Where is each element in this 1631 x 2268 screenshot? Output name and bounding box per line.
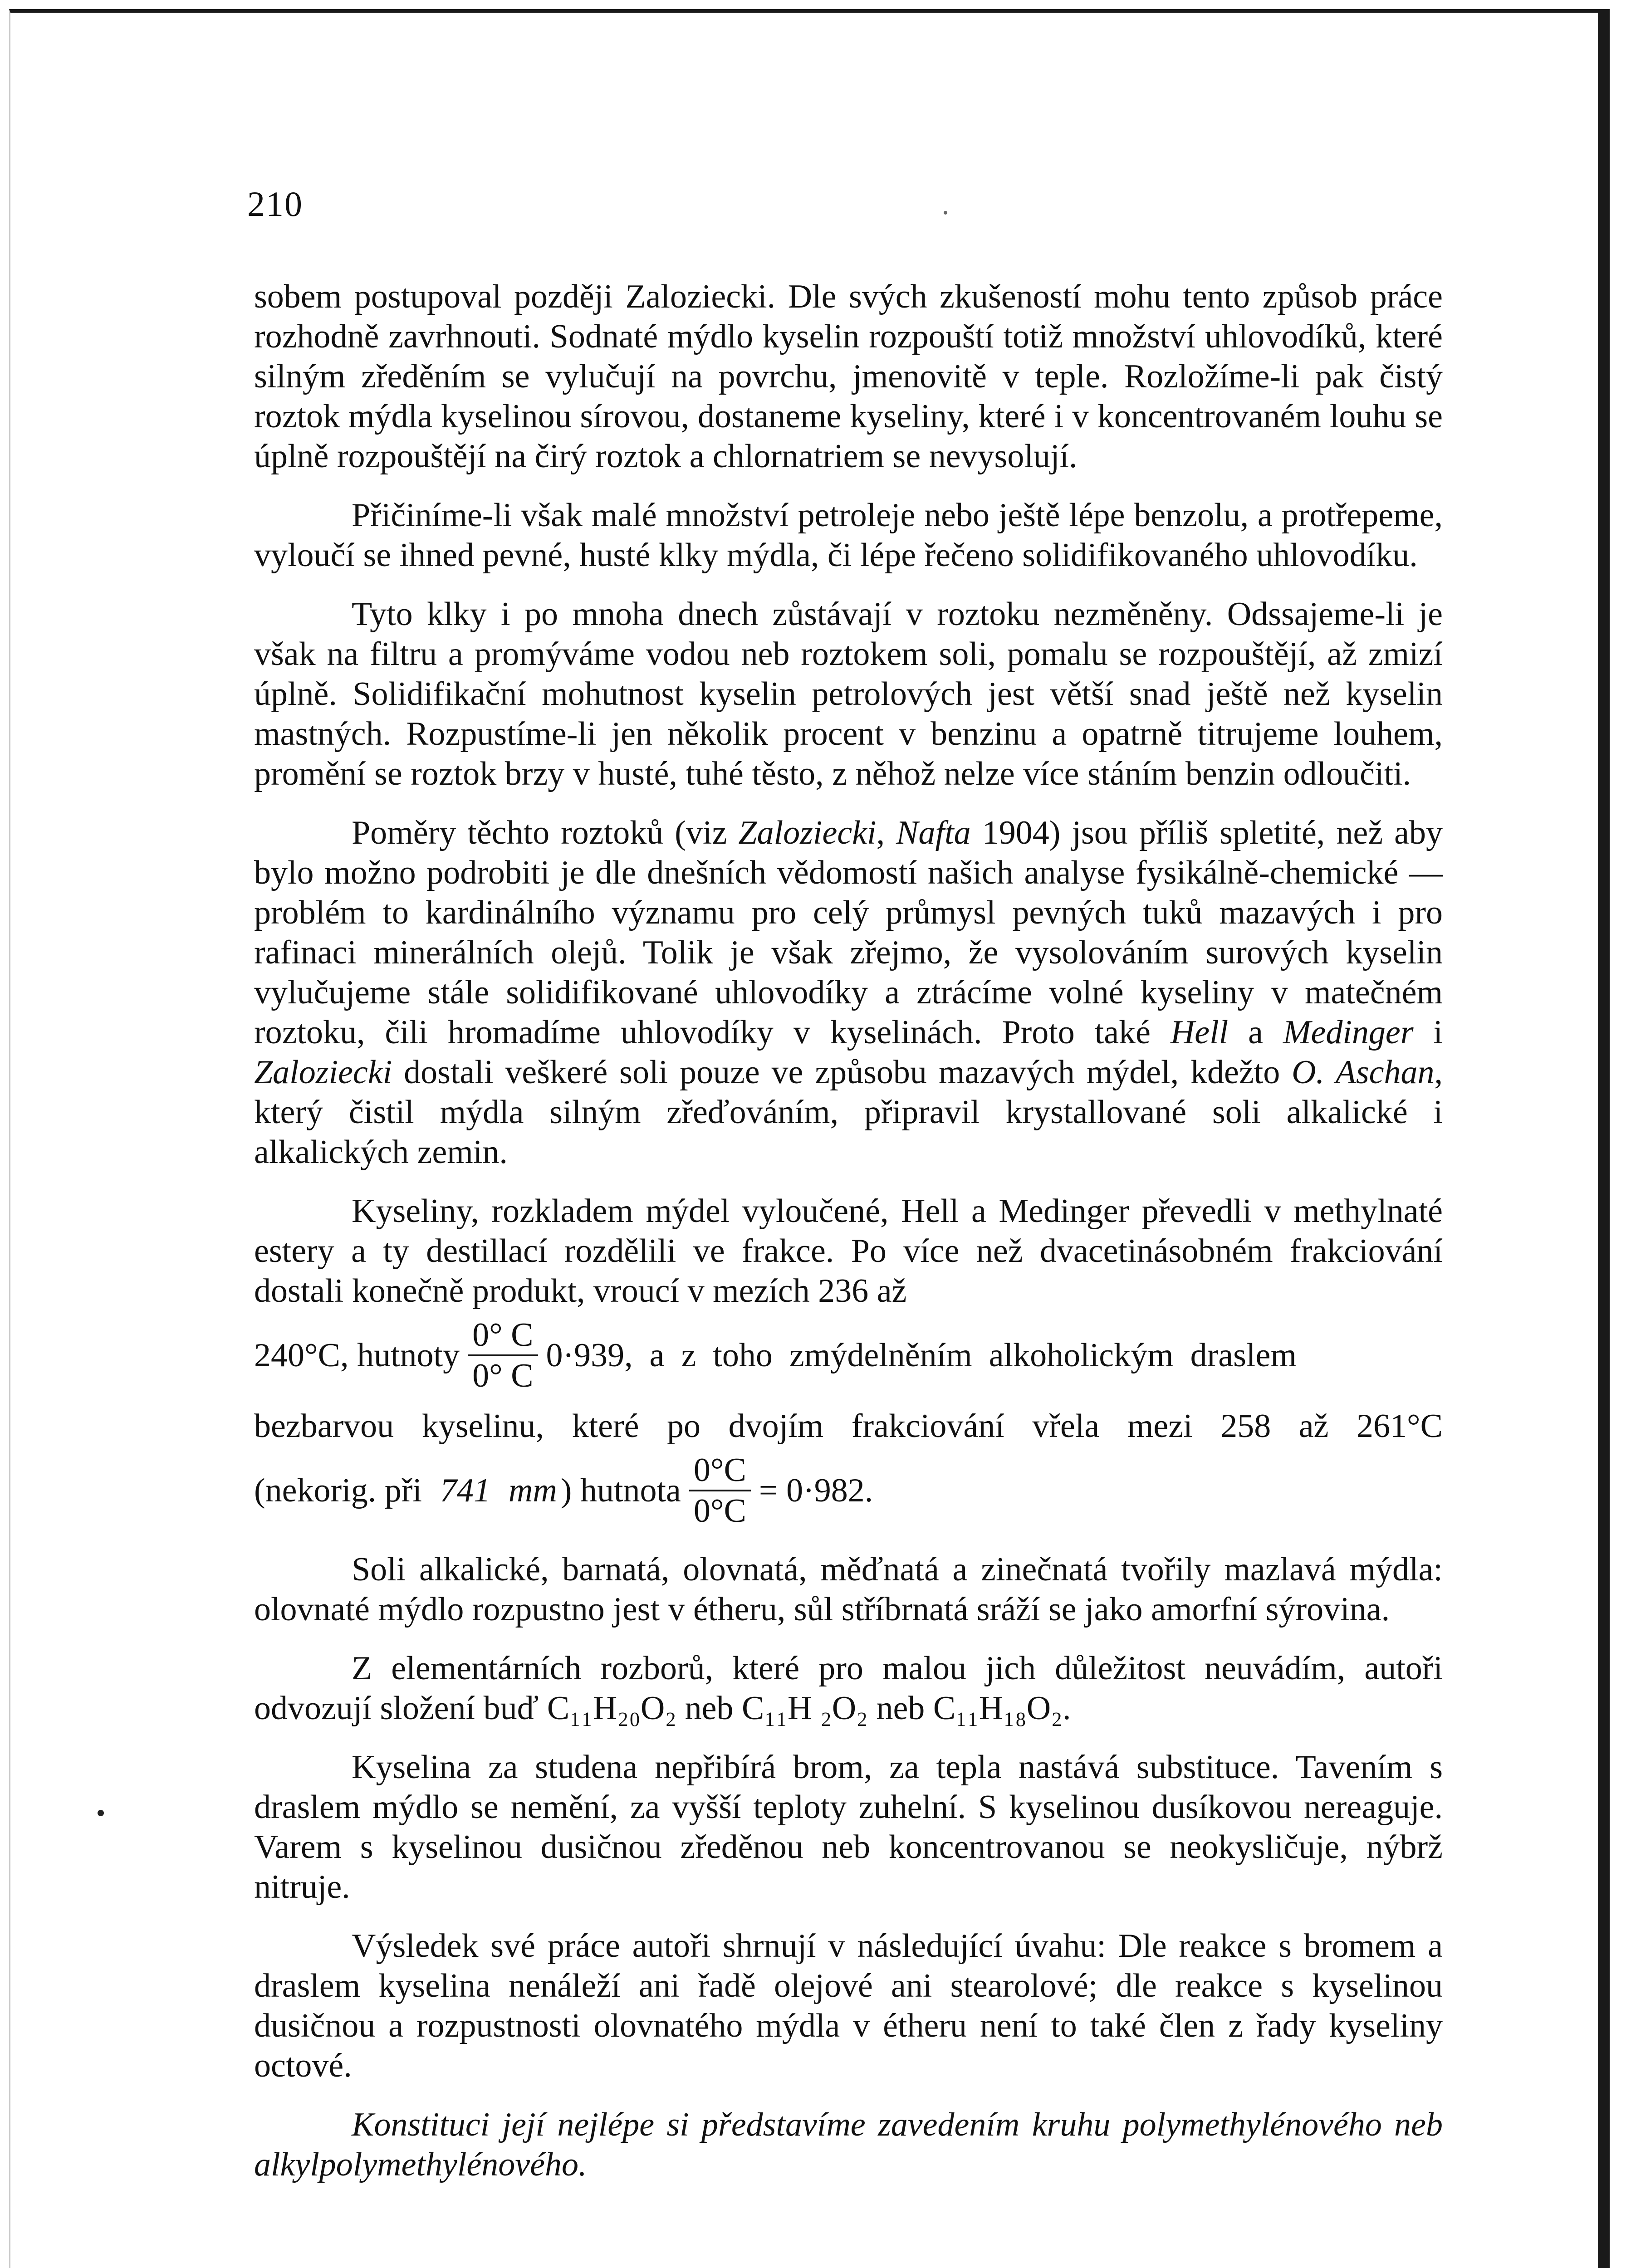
- scan-speck: [98, 1810, 104, 1816]
- paragraph-3: Tyto klky i po mnoha dnech zůstávají v roztoku nezměněny. Odssajeme-li je však na filtru a promýváme vodou neb roztokem soli, pomalu se rozpouštějí, až zmizí úplně. Solidifikační mohutnost kyselin petrolových jest větší snad ještě než kyselin mastných. Rozpustíme-li jen několik procent v benzinu a opatrně titrujeme louhem, promění se roztok brzy v husté, tuhé těsto, z něhož nelze více stáním benzin odloučiti.: [254, 596, 1443, 792]
- text-span: , který čistil mýdla silným zřeďováním, připravil krystallované soli alkalické i alkalických zemin.: [254, 1054, 1443, 1171]
- unit: mm: [508, 1472, 557, 1509]
- text-span: = 0·982.: [759, 1472, 873, 1509]
- scan-speck: [944, 211, 947, 215]
- author-citation: Hell: [1170, 1014, 1229, 1051]
- author-citation: Medinger: [1283, 1014, 1414, 1051]
- paragraph-4: [254, 813, 1443, 1172]
- boiling-line: [254, 1406, 1443, 1446]
- fraction: [689, 1451, 751, 1530]
- journal-citation: Nafta: [896, 814, 971, 851]
- text-span: Kyseliny, rozkladem mýdel vyloučené, Hell a Medinger převedli v methylnaté estery a ty destillací rozdělili ve frakce. Po více než dvacetinásobném frakciování dostali konečně produkt, vroucí v mezích 236 až: [254, 1193, 1443, 1310]
- density-line-2: [254, 1451, 1443, 1530]
- paragraph-10-conclusion: Konstituci její nejlépe si představíme zavedením kruhu polymethylénového neb alkylpolymethylénového.: [254, 2106, 1443, 2183]
- text-span: bezbarvou kyselinu, které po dvojím frakciování vřela mezi 258 až 261°C: [254, 1408, 1443, 1445]
- paragraph-6: Soli alkalické, barnatá, olovnatá, měďnatá a zinečnatá tvořily mazlavá mýdla: olovnaté mýdlo rozpustno jest v étheru, sůl stříbrnatá sráží se jako amorfní sýrovina.: [254, 1551, 1443, 1628]
- text-span: neb: [676, 1690, 742, 1727]
- density-line: [254, 1315, 1443, 1395]
- text-span: ) hutnota: [560, 1472, 681, 1509]
- text-span: ,: [876, 814, 896, 851]
- fraction-denominator: 0° C: [472, 1357, 534, 1394]
- formula: C₁₁H₁₈O₂: [933, 1690, 1063, 1727]
- text-span: i: [1413, 1014, 1443, 1051]
- text-span: 1904) jsou příliš spletité, než aby bylo možno podrobiti je dle dnešních vědomostí našich analyse fysikálně-chemické — problém to kardinálního významu pro celý průmysl pevných tuků mazavých i pro rafinaci minerálních olejů. Tolik je však zřejmo, že vysolováním surových kyselin vylučujeme stále solidifikované uhlovodíky a ztrácíme volné kyseliny v matečném roztoku, čili hromadíme uhlovodíky v kyselinách. Proto také: [254, 814, 1443, 1051]
- formula: C₁₁H₂₀O₂: [547, 1690, 677, 1727]
- formula: C₁₁H ₂O₂: [742, 1690, 868, 1727]
- author-citation: Zaloziecki: [738, 814, 877, 851]
- author-citation: Zaloziecki: [254, 1054, 392, 1091]
- paragraph-5: [254, 1191, 1443, 1311]
- page-number: 210: [247, 184, 303, 224]
- paragraph-8: Kyselina za studena nepřibírá brom, za tepla nastává substituce. Tavením s draslem mýdlo se nemění, za vyšší teploty zuhelní. S kyselinou dusíkovou nereaguje. Varem s kyselinou dusičnou zředěnou neb koncentrovanou se neokysličuje, nýbrž nitruje.: [254, 1749, 1443, 1906]
- fraction-numerator: 0°C: [689, 1451, 751, 1491]
- text-span: dostali veškeré soli pouze ve způsobu mazavých mýdel, kdežto: [392, 1054, 1292, 1091]
- text-span: 741: [440, 1472, 490, 1509]
- text-span: (nekorig. při: [254, 1472, 422, 1509]
- fraction-denominator: 0°C: [693, 1492, 746, 1530]
- text-span: Z elementárních rozborů, které pro malou jich důležitost neuvádím, autoři odvozují složení buď: [254, 1650, 1443, 1727]
- text-span: .: [1063, 1690, 1071, 1727]
- text-span: 0·939, a z toho zmýdelněním alkoholickým draslem: [546, 1337, 1297, 1374]
- text-span: neb: [867, 1690, 933, 1727]
- text-span: a: [1228, 1014, 1283, 1051]
- paragraph-7: [254, 1648, 1443, 1728]
- paragraph-2: Přičiníme-li však malé množství petroleje nebo ještě lépe benzolu, a protřepeme, vyloučí se ihned pevné, husté klky mýdla, či lépe řečeno solidifikovaného uhlovodíku.: [254, 497, 1443, 574]
- fraction-numerator: 0° C: [468, 1315, 538, 1356]
- author-citation: O. Aschan: [1292, 1054, 1435, 1091]
- paragraph-9: Výsledek své práce autoři shrnují v následující úvahu: Dle reakce s bromem a draslem kyselina nenáleží ani řadě olejové ani stearolové; dle reakce s kyselinou dusičnou a rozpustnosti olovnatého mýdla v étheru není to také člen z řady kyseliny octové.: [254, 1927, 1443, 2084]
- paragraph-1: sobem postupoval později Zaloziecki. Dle svých zkušeností mohu tento způsob práce rozhodně zavrhnouti. Sodnaté mýdlo kyselin rozpouští totiž množství uhlovodíků, které silným zředěním se vylučují na povrchu, jmenovitě v teple. Rozložíme-li pak čistý roztok mýdla kyselinou sírovou, dostaneme kyseliny, které i v koncentrovaném louhu se úplně rozpouštějí na čirý roztok a chlornatriem se nevysolují.: [254, 278, 1443, 475]
- text-span: Poměry těchto roztoků (viz: [352, 814, 739, 851]
- fraction: [468, 1315, 538, 1395]
- text-span: 240°C, hutnoty: [254, 1337, 460, 1374]
- body-text: [254, 277, 1443, 2204]
